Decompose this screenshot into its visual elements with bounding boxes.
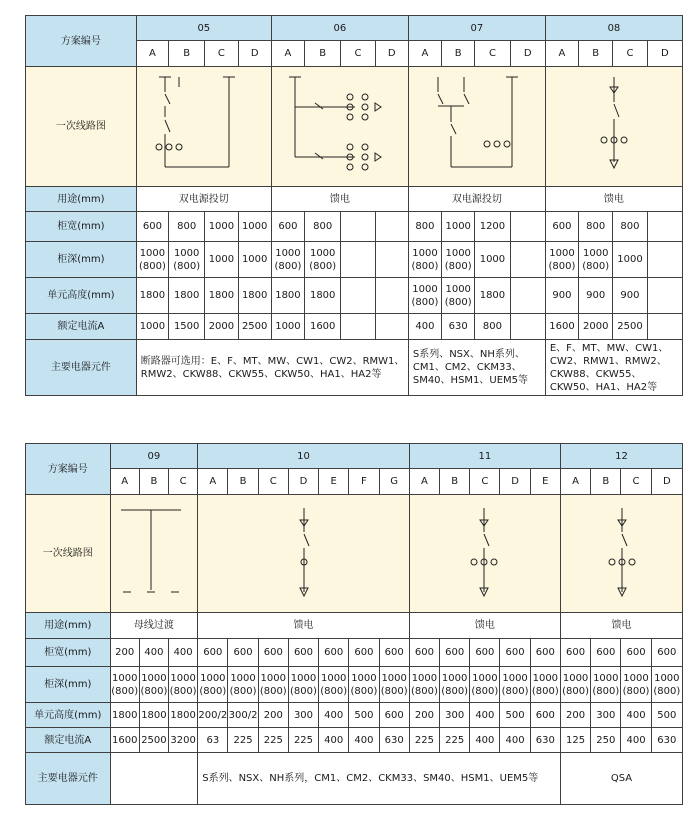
- width-cell: 1000: [238, 212, 271, 242]
- usage-11: 馈电: [409, 613, 560, 639]
- width-cell: 1000: [205, 212, 238, 242]
- depth-cell: 1000 (800): [500, 667, 530, 703]
- height-cell: 200/2: [198, 703, 228, 728]
- current-cell: 630: [442, 314, 475, 340]
- label-width: 柜宽(mm): [26, 212, 137, 242]
- depth-cell: 1000: [613, 242, 647, 278]
- width-cell: 600: [271, 212, 304, 242]
- depth-cell: 1000 (800): [319, 667, 349, 703]
- sub-col: C: [621, 469, 651, 495]
- width-cell: 400: [139, 639, 168, 667]
- label-scheme: 方案编号: [26, 444, 111, 495]
- width-cell: 200: [110, 639, 139, 667]
- components-07: S系列、NSX、NH系列、CM1、CM2、CKM33、SM40、HSM1、UEM5等: [408, 340, 545, 396]
- usage-12: 馈电: [560, 613, 682, 639]
- depth-cell: 1000 (800): [288, 667, 318, 703]
- usage-09: 母线过渡: [110, 613, 198, 639]
- current-cell: 225: [440, 728, 470, 753]
- current-cell: 630: [530, 728, 560, 753]
- sub-col: C: [169, 469, 198, 495]
- width-cell: 600: [258, 639, 288, 667]
- sub-col: B: [440, 469, 470, 495]
- height-cell: 1000 (800): [442, 278, 475, 314]
- depth-cell: 1000 (800): [139, 667, 168, 703]
- width-cell: [341, 212, 375, 242]
- height-cell: 200: [560, 703, 590, 728]
- depth-cell: 1000 (800): [530, 667, 560, 703]
- scheme-07: 07: [408, 16, 545, 41]
- height-cell: 200: [409, 703, 439, 728]
- current-cell: 2000: [205, 314, 238, 340]
- depth-cell: 1000 (800): [560, 667, 590, 703]
- depth-cell: 1000 (800): [110, 667, 139, 703]
- width-cell: 600: [198, 639, 228, 667]
- height-cell: 1000 (800): [408, 278, 441, 314]
- height-cell: 300/2: [228, 703, 258, 728]
- label-components: 主要电器元件: [26, 340, 137, 396]
- sub-col: F: [349, 469, 379, 495]
- depth-cell: [375, 242, 408, 278]
- circuit-diagram-icon: [562, 500, 680, 608]
- width-cell: 600: [530, 639, 560, 667]
- width-cell: [510, 212, 545, 242]
- sub-col: A: [409, 469, 439, 495]
- current-cell: [375, 314, 408, 340]
- width-cell: 600: [228, 639, 258, 667]
- sub-col: B: [139, 469, 168, 495]
- label-rated-current: 额定电流A: [26, 314, 137, 340]
- sub-col: A: [198, 469, 228, 495]
- usage-07: 双电源投切: [408, 187, 545, 212]
- depth-cell: 1000 (800): [470, 667, 500, 703]
- label-usage: 用途(mm): [26, 613, 111, 639]
- depth-cell: 1000 (800): [409, 667, 439, 703]
- circuit-diagram-icon: [412, 72, 542, 182]
- width-cell: 600: [470, 639, 500, 667]
- depth-cell: 1000 (800): [169, 242, 205, 278]
- spec-table-2: [25, 443, 683, 805]
- scheme-12: 12: [560, 444, 682, 469]
- sub-col: B: [305, 41, 341, 67]
- height-cell: 1800: [271, 278, 304, 314]
- label-usage: 用途(mm): [26, 187, 137, 212]
- current-cell: 63: [198, 728, 228, 753]
- depth-cell: [647, 242, 682, 278]
- sub-col: B: [579, 41, 613, 67]
- width-cell: 600: [349, 639, 379, 667]
- current-cell: 400: [621, 728, 651, 753]
- current-cell: 225: [258, 728, 288, 753]
- diagram-11: [409, 495, 560, 613]
- sub-col: A: [560, 469, 590, 495]
- components-10-11: S系列、NSX、NH系列，CM1、CM2、CKM33、SM40、HSM1、UEM5等: [198, 753, 561, 805]
- components-08: E、F、MT、MW、CW1、CW2、RMW1、RMW2、CKW88、CKW55、CKW50、HA1、HA2等: [545, 340, 682, 396]
- current-cell: 3200: [169, 728, 198, 753]
- diagram-12: [560, 495, 682, 613]
- width-cell: 600: [288, 639, 318, 667]
- label-width: 柜宽(mm): [26, 639, 111, 667]
- current-cell: 2000: [579, 314, 613, 340]
- sub-col: A: [110, 469, 139, 495]
- label-depth: 柜深(mm): [26, 242, 137, 278]
- depth-cell: [510, 242, 545, 278]
- width-cell: 600: [545, 212, 578, 242]
- height-cell: [341, 278, 375, 314]
- label-unit-height: 单元高度(mm): [26, 703, 111, 728]
- height-cell: 1800: [205, 278, 238, 314]
- width-cell: 400: [169, 639, 198, 667]
- depth-cell: 1000 (800): [621, 667, 651, 703]
- current-cell: 2500: [139, 728, 168, 753]
- height-cell: 1800: [139, 703, 168, 728]
- height-cell: [647, 278, 682, 314]
- current-cell: 1600: [305, 314, 341, 340]
- sub-col: D: [375, 41, 408, 67]
- width-cell: 600: [409, 639, 439, 667]
- diagram-07: [408, 67, 545, 187]
- current-cell: [510, 314, 545, 340]
- label-components: 主要电器元件: [26, 753, 111, 805]
- current-cell: 1000: [136, 314, 168, 340]
- current-cell: 125: [560, 728, 590, 753]
- label-diagram: 一次线路图: [26, 495, 111, 613]
- depth-cell: 1000 (800): [591, 667, 621, 703]
- width-cell: 1200: [475, 212, 510, 242]
- current-cell: 800: [475, 314, 510, 340]
- sub-col: D: [651, 469, 682, 495]
- sub-col: D: [500, 469, 530, 495]
- current-cell: [647, 314, 682, 340]
- height-cell: 300: [288, 703, 318, 728]
- height-cell: 1800: [238, 278, 271, 314]
- height-cell: 900: [545, 278, 578, 314]
- circuit-diagram-icon: [275, 72, 405, 182]
- usage-06: 馈电: [271, 187, 408, 212]
- sub-col: D: [238, 41, 271, 67]
- label-scheme: 方案编号: [26, 16, 137, 67]
- height-cell: 300: [440, 703, 470, 728]
- depth-cell: 1000 (800): [169, 667, 198, 703]
- depth-cell: 1000 (800): [258, 667, 288, 703]
- depth-cell: 1000 (800): [545, 242, 578, 278]
- height-cell: 500: [651, 703, 682, 728]
- current-cell: 225: [228, 728, 258, 753]
- circuit-diagram-icon: [139, 72, 269, 182]
- sub-col: D: [288, 469, 318, 495]
- depth-cell: 1000: [238, 242, 271, 278]
- depth-cell: 1000 (800): [228, 667, 258, 703]
- sub-col: B: [228, 469, 258, 495]
- width-cell: 1000: [442, 212, 475, 242]
- depth-cell: 1000 (800): [440, 667, 470, 703]
- depth-cell: 1000 (800): [136, 242, 168, 278]
- diagram-05: [136, 67, 271, 187]
- width-cell: 600: [136, 212, 168, 242]
- depth-cell: [341, 242, 375, 278]
- current-cell: 400: [408, 314, 441, 340]
- depth-cell: 1000 (800): [408, 242, 441, 278]
- height-cell: [510, 278, 545, 314]
- width-cell: 800: [408, 212, 441, 242]
- scheme-05: 05: [136, 16, 271, 41]
- depth-cell: 1000 (800): [271, 242, 304, 278]
- current-cell: 400: [319, 728, 349, 753]
- height-cell: 500: [500, 703, 530, 728]
- width-cell: 600: [440, 639, 470, 667]
- circuit-diagram-icon: [549, 72, 679, 182]
- current-cell: 630: [379, 728, 409, 753]
- components-05-06: 断路器可选用：E、F、MT、MW、CW1、CW2、RMW1、RMW2、CKW88、CKW55、CKW50、HA1、HA2等: [136, 340, 408, 396]
- sub-col: C: [341, 41, 375, 67]
- usage-10: 馈电: [198, 613, 410, 639]
- current-cell: 2500: [238, 314, 271, 340]
- width-cell: [375, 212, 408, 242]
- height-cell: 1800: [169, 278, 205, 314]
- height-cell: 600: [379, 703, 409, 728]
- height-cell: 400: [319, 703, 349, 728]
- width-cell: 800: [613, 212, 647, 242]
- current-cell: 1600: [545, 314, 578, 340]
- height-cell: 1800: [136, 278, 168, 314]
- current-cell: 250: [591, 728, 621, 753]
- sub-col: B: [591, 469, 621, 495]
- depth-cell: 1000 (800): [579, 242, 613, 278]
- depth-cell: 1000 (800): [442, 242, 475, 278]
- height-cell: 900: [613, 278, 647, 314]
- sub-col: D: [647, 41, 682, 67]
- label-unit-height: 单元高度(mm): [26, 278, 137, 314]
- height-cell: 300: [591, 703, 621, 728]
- sub-col: B: [169, 41, 205, 67]
- circuit-diagram-icon: [204, 500, 404, 608]
- current-cell: 1600: [110, 728, 139, 753]
- height-cell: 1800: [305, 278, 341, 314]
- depth-cell: 1000 (800): [349, 667, 379, 703]
- sub-col: A: [545, 41, 578, 67]
- current-cell: 1500: [169, 314, 205, 340]
- width-cell: 600: [500, 639, 530, 667]
- circuit-diagram-icon: [111, 500, 196, 608]
- usage-08: 馈电: [545, 187, 682, 212]
- label-depth: 柜深(mm): [26, 667, 111, 703]
- current-cell: 1000: [271, 314, 304, 340]
- sub-col: C: [613, 41, 647, 67]
- current-cell: [341, 314, 375, 340]
- sub-col: A: [408, 41, 441, 67]
- height-cell: 600: [530, 703, 560, 728]
- depth-cell: 1000 (800): [305, 242, 341, 278]
- current-cell: 225: [409, 728, 439, 753]
- height-cell: [375, 278, 408, 314]
- scheme-09: 09: [110, 444, 198, 469]
- label-diagram: 一次线路图: [26, 67, 137, 187]
- height-cell: 1800: [475, 278, 510, 314]
- height-cell: 500: [349, 703, 379, 728]
- depth-cell: 1000 (800): [198, 667, 228, 703]
- width-cell: 800: [305, 212, 341, 242]
- label-rated-current: 额定电流A: [26, 728, 111, 753]
- sub-col: G: [379, 469, 409, 495]
- scheme-08: 08: [545, 16, 682, 41]
- height-cell: 1800: [110, 703, 139, 728]
- depth-cell: 1000 (800): [651, 667, 682, 703]
- width-cell: 600: [651, 639, 682, 667]
- width-cell: 600: [319, 639, 349, 667]
- width-cell: 600: [379, 639, 409, 667]
- scheme-11: 11: [409, 444, 560, 469]
- width-cell: 600: [591, 639, 621, 667]
- sub-col: B: [442, 41, 475, 67]
- scheme-06: 06: [271, 16, 408, 41]
- sub-col: C: [258, 469, 288, 495]
- components-12: QSA: [560, 753, 682, 805]
- current-cell: 225: [288, 728, 318, 753]
- width-cell: 800: [579, 212, 613, 242]
- height-cell: 900: [579, 278, 613, 314]
- sub-col: D: [510, 41, 545, 67]
- width-cell: 800: [169, 212, 205, 242]
- usage-05: 双电源投切: [136, 187, 271, 212]
- sub-col: C: [470, 469, 500, 495]
- sub-col: E: [530, 469, 560, 495]
- diagram-09: [110, 495, 198, 613]
- height-cell: 1800: [169, 703, 198, 728]
- depth-cell: 1000: [205, 242, 238, 278]
- current-cell: 400: [349, 728, 379, 753]
- current-cell: 2500: [613, 314, 647, 340]
- spec-table-1: [25, 15, 683, 396]
- height-cell: 400: [621, 703, 651, 728]
- depth-cell: 1000 (800): [379, 667, 409, 703]
- width-cell: 600: [560, 639, 590, 667]
- diagram-08: [545, 67, 682, 187]
- circuit-diagram-icon: [412, 500, 557, 608]
- current-cell: 630: [651, 728, 682, 753]
- sub-col: C: [475, 41, 510, 67]
- height-cell: 400: [470, 703, 500, 728]
- sub-col: E: [319, 469, 349, 495]
- current-cell: 400: [500, 728, 530, 753]
- scheme-10: 10: [198, 444, 410, 469]
- height-cell: 200: [258, 703, 288, 728]
- components-09: [110, 753, 198, 805]
- sub-col: A: [271, 41, 304, 67]
- sub-col: A: [136, 41, 168, 67]
- sub-col: C: [205, 41, 238, 67]
- width-cell: [647, 212, 682, 242]
- current-cell: 400: [470, 728, 500, 753]
- diagram-06: [271, 67, 408, 187]
- width-cell: 600: [621, 639, 651, 667]
- depth-cell: 1000: [475, 242, 510, 278]
- diagram-10: [198, 495, 410, 613]
